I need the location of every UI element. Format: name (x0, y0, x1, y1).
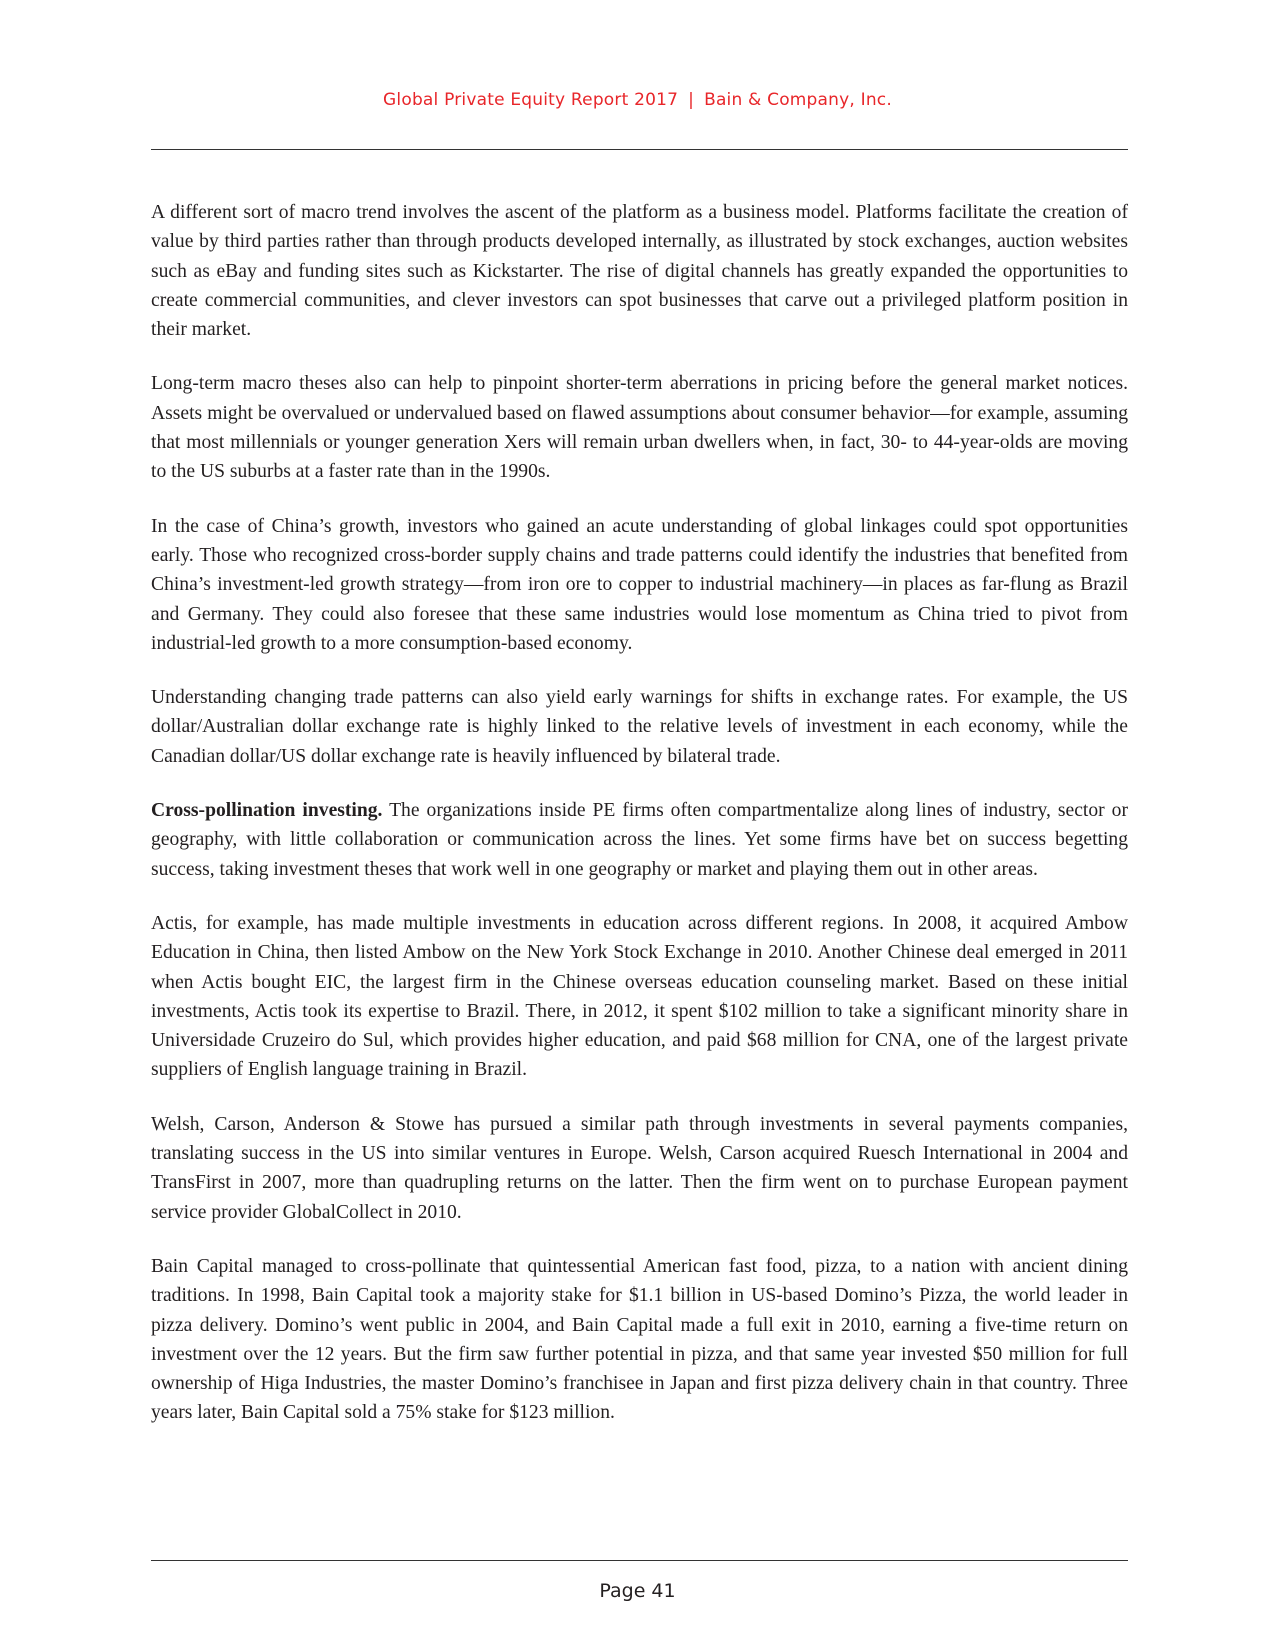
paragraph-actis: Actis, for example, has made multiple investments in education across different regions. In 2008, it acquired Ambow Education in China, then listed Ambow on the New York Stock Exchange in 2010. Another Chinese deal emerged in 2011 when Actis bought EIC, the largest firm in the Chinese overseas education counseling market. Based on these initial investments, Actis took its expertise to Brazil. There, in 2012, it spent $102 million to take a significant minority share in Universidade Cruzeiro do Sul, which provides higher education, and paid $68 million for CNA, one of the largest private suppliers of English language training in Brazil. (151, 912, 1128, 1081)
header-divider (151, 149, 1128, 150)
paragraph-cross-pollination (151, 796, 1128, 884)
page-number: Page 41 (599, 1580, 676, 1602)
running-header (0, 90, 1275, 110)
paragraph-macro-theses: Long-term macro theses also can help to pinpoint shorter-term aberrations in pricing before the general market notices. Assets might be overvalued or undervalued based on flawed assumptions about consumer behavior—for example, assuming that most millennials or younger generation Xers will remain urban dwellers when, in fact, 30- to 44-year-olds are moving to the US suburbs at a faster rate than in the 1990s. (151, 373, 1128, 483)
paragraph-trade-patterns: Understanding changing trade patterns can also yield early warnings for shifts in exchange rates. For example, the US dollar/Australian dollar exchange rate is highly linked to the relative levels of investment in each economy, while the Canadian dollar/US dollar exchange rate is heavily influenced by bilateral trade. (151, 687, 1128, 767)
cross-pollination-text: The organizations inside PE firms often compartmentalize along lines of industry, sector or geography, with little collaboration or communication across the lines. Yet some firms have bet on success begetting success, taking investment theses that work well in one geography or market and playing them out in other areas. (151, 800, 1128, 880)
paragraph-china-growth: In the case of China’s growth, investors who gained an acute understanding of global linkages could spot opportunities early. Those who recognized cross-border supply chains and trade patterns could identify the industries that benefited from China’s investment-led growth strategy—from iron ore to copper to industrial machinery—in places as far-flung as Brazil and Germany. They could also foresee that these same industries would lose momentum as China tried to pivot from industrial-led growth to a more consumption-based economy. (151, 515, 1128, 654)
company-name: Bain & Company, Inc. (704, 90, 892, 110)
body-text (151, 198, 1128, 1428)
report-title: Global Private Equity Report 2017 (383, 90, 679, 110)
paragraph-bain-capital: Bain Capital managed to cross-pollinate that quintessential American fast food, pizza, to a nation with ancient dining traditions. In 1998, Bain Capital took a majority stake for $1.1 billion in US-based Domino’s Pizza, the world leader in pizza delivery. Domino’s went public in 2004, and Bain Capital made a full exit in 2010, earning a five-time return on investment over the 12 years. But the firm saw further potential in pizza, and that same year invested $50 million for full ownership of Higa Industries, the master Domino’s franchisee in Japan and first pizza delivery chain in that country. Three years later, Bain Capital sold a 75% stake for $123 million. (151, 1255, 1128, 1424)
footer-divider (151, 1560, 1128, 1561)
cross-pollination-heading: Cross-pollination investing. (151, 800, 383, 822)
paragraph-welsh-carson: Welsh, Carson, Anderson & Stowe has pursued a similar path through investments in several payments companies, translating success in the US into similar ventures in Europe. Welsh, Carson acquired Ruesch International in 2004 and TransFirst in 2007, more than quadrupling returns on the latter. Then the firm went on to purchase European payment service provider GlobalCollect in 2010. (151, 1113, 1128, 1223)
paragraph-platforms: A different sort of macro trend involves the ascent of the platform as a business model. Platforms facilitate the creation of value by third parties rather than through products developed internally, as illustrated by stock exchanges, auction websites such as eBay and funding sites such as Kickstarter. The rise of digital channels has greatly expanded the opportunities to create commercial communities, and clever investors can spot businesses that carve out a privileged platform position in their market. (151, 202, 1128, 341)
header-separator: | (688, 90, 695, 110)
